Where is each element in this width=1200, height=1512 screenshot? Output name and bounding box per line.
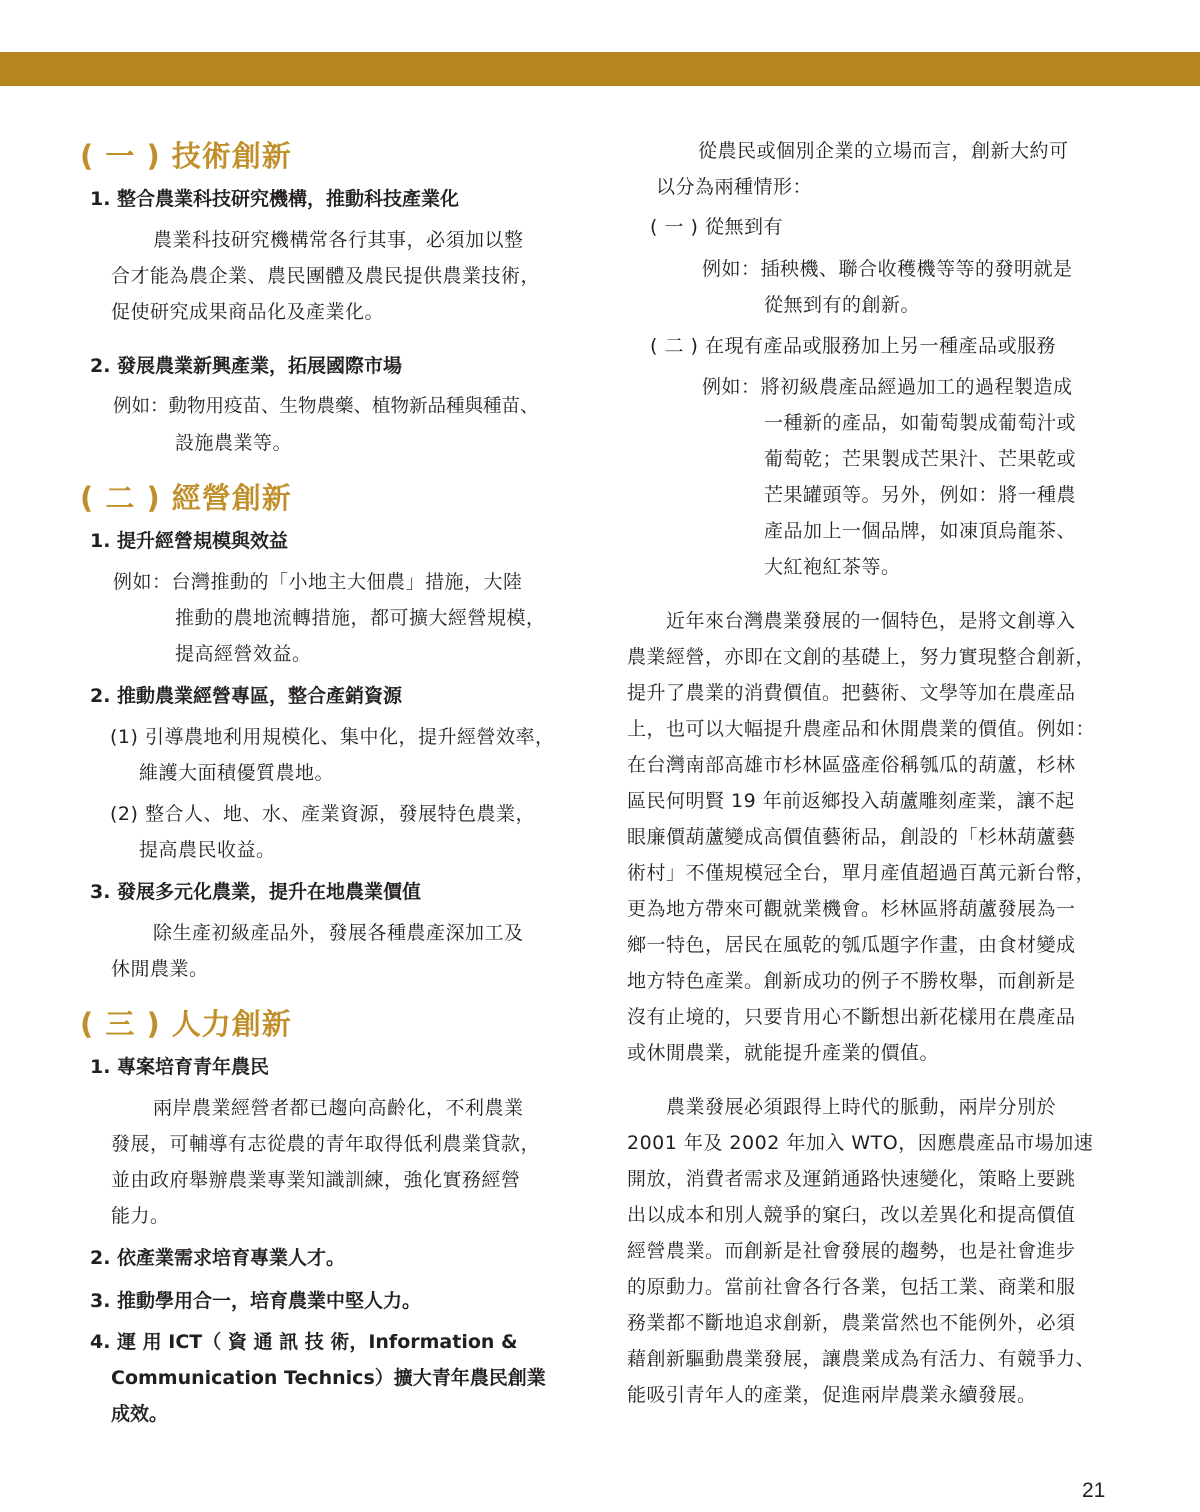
text-line: (2) 整合人、地、水、產業資源，發展特色農業，	[110, 803, 535, 825]
text-line: 從無到有的創新。	[764, 294, 921, 316]
section-title-tech: ( 一 ) 技術創新	[80, 139, 292, 173]
text-line: 或休閒農業，就能提升產業的價值。	[627, 1042, 940, 1064]
text-line: 合才能為農企業、農民團體及農民提供農業技術，	[111, 265, 541, 287]
text-line: 藉創新驅動農業發展，讓農業成為有活力、有競爭力、	[627, 1348, 1096, 1370]
text-line: 並由政府舉辦農業專業知識訓練，強化實務經營	[111, 1169, 521, 1191]
text-line: 2001 年及 2002 年加入 WTO，因應農產品市場加速	[627, 1132, 1094, 1154]
text-line: 務業都不斷地追求創新，農業當然也不能例外，必須	[627, 1312, 1076, 1334]
section-title-management: ( 二 ) 經營創新	[80, 481, 292, 515]
page-number: 21	[1082, 1479, 1106, 1502]
text-line: 推動的農地流轉措施，都可擴大經營規模，	[175, 607, 546, 629]
text-line: 在台灣南部高雄市杉林區盛產俗稱瓠瓜的葫蘆，杉林	[627, 754, 1076, 776]
item-heading: 1. 專案培育青年農民	[90, 1056, 270, 1078]
text-line: 一種新的產品，如葡萄製成葡萄汁或	[764, 412, 1077, 434]
text-line: 沒有止境的，只要肯用心不斷想出新花樣用在農產品	[627, 1006, 1076, 1028]
text-line: 例如：將初級農產品經過加工的過程製造成	[702, 376, 1073, 398]
header-accent-band	[0, 52, 1200, 86]
text-line: 術村」不僅規模冠全台，單月產值超過百萬元新台幣，	[627, 862, 1096, 884]
text-line: 產品加上一個品牌，如凍頂烏龍茶、	[764, 520, 1077, 542]
text-line: 提升了農業的消費價值。把藝術、文學等加在農產品	[627, 682, 1076, 704]
text-line: 近年來台灣農業發展的一個特色，是將文創導入	[666, 610, 1076, 632]
text-line: 例如：台灣推動的「小地主大佃農」措施，大陸	[113, 571, 523, 593]
text-line: 從農民或個別企業的立場而言，創新大約可	[698, 140, 1069, 162]
text-line: 發展，可輔導有志從農的青年取得低利農業貸款，	[111, 1133, 541, 1155]
text-line: 休閒農業。	[111, 958, 209, 980]
item-heading: 2. 推動農業經營專區，整合產銷資源	[90, 685, 403, 707]
text-line: 設施農業等。	[175, 432, 293, 454]
text-line: 兩岸農業經營者都已趨向高齡化，不利農業	[153, 1097, 524, 1119]
text-line: 維護大面積優質農地。	[139, 762, 335, 784]
text-line: 區民何明賢 19 年前返鄉投入葫蘆雕刻產業，讓不起	[627, 790, 1075, 812]
item-heading: 4. 運 用 ICT（ 資 通 訊 技 術，Information &	[90, 1331, 518, 1353]
item-heading: 1. 整合農業科技研究機構，推動科技產業化	[90, 188, 460, 210]
text-line: 例如：插秧機、聯合收穫機等等的發明就是	[702, 258, 1073, 280]
text-line: 鄉一特色，居民在風乾的瓠瓜題字作畫，由食材變成	[627, 934, 1076, 956]
text-line: 上，也可以大幅提升農產品和休閒農業的價值。例如：	[627, 718, 1096, 740]
text-line: 促使研究成果商品化及產業化。	[111, 301, 385, 323]
text-line: 葡萄乾；芒果製成芒果汁、芒果乾或	[764, 448, 1077, 470]
text-line: 能吸引青年人的產業，促進兩岸農業永續發展。	[627, 1384, 1037, 1406]
text-line: 眼廉價葫蘆變成高價值藝術品，創設的「杉林葫蘆藝	[627, 826, 1076, 848]
text-line: 例如：動物用疫苗、生物農藥、植物新品種與種苗、	[113, 396, 539, 417]
case-heading: ( 一 ) 從無到有	[650, 216, 783, 238]
item-heading: 2. 依產業需求培育專業人才。	[90, 1247, 346, 1269]
text-line: 開放，消費者需求及運銷通路快速變化，策略上要跳	[627, 1168, 1076, 1190]
section-title-manpower: ( 三 ) 人力創新	[80, 1007, 292, 1041]
text-line: 地方特色產業。創新成功的例子不勝枚舉，而創新是	[627, 970, 1076, 992]
text-line: 大紅袍紅茶等。	[764, 556, 901, 578]
item-heading: 3. 推動學用合一，培育農業中堅人力。	[90, 1290, 422, 1312]
item-heading: 2. 發展農業新興產業，拓展國際市場	[90, 355, 403, 377]
text-line: 農業發展必須跟得上時代的脈動，兩岸分別於	[666, 1096, 1057, 1118]
item-heading: 成效。	[111, 1403, 169, 1425]
text-line: 農業經營，亦即在文創的基礎上，努力實現整合創新，	[627, 646, 1096, 668]
text-line: 芒果罐頭等。另外，例如：將一種農	[764, 484, 1077, 506]
text-line: 農業科技研究機構常各行其事，必須加以整	[153, 229, 524, 251]
text-line: 除生產初級產品外，發展各種農產深加工及	[153, 922, 524, 944]
text-line: 更為地方帶來可觀就業機會。杉林區將葫蘆發展為一	[627, 898, 1076, 920]
text-line: (1) 引導農地利用規模化、集中化，提升經營效率，	[110, 726, 555, 748]
text-line: 出以成本和別人競爭的窠臼，改以差異化和提高價值	[627, 1204, 1076, 1226]
item-heading: Communication Technics）擴大青年農民創業	[111, 1367, 546, 1389]
text-line: 的原動力。當前社會各行各業，包括工業、商業和服	[627, 1276, 1076, 1298]
text-line: 以分為兩種情形：	[656, 176, 813, 198]
text-line: 能力。	[111, 1205, 170, 1227]
text-line: 經營農業。而創新是社會發展的趨勢，也是社會進步	[627, 1240, 1076, 1262]
case-heading: ( 二 ) 在現有產品或服務加上另一種產品或服務	[650, 335, 1056, 357]
text-line: 提高農民收益。	[139, 839, 276, 861]
item-heading: 3. 發展多元化農業，提升在地農業價值	[90, 881, 422, 903]
item-heading: 1. 提升經營規模與效益	[90, 530, 289, 552]
text-line: 提高經營效益。	[175, 643, 312, 665]
